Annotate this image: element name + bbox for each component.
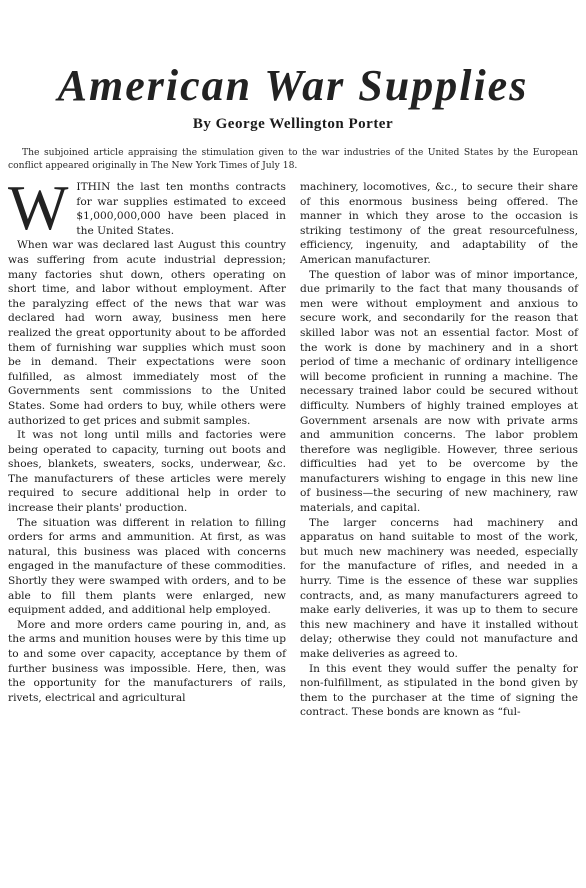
article-intro: The subjoined article appraising the stimulation given to the war industries of the United States by the European conflict appeared originally in The New York Times of July 18. [8,147,578,171]
article-body [8,172,578,880]
paragraph: In this event they would suffer the penalty for non-fulfillment, as stipulated in the bond given by them to the purchaser at the time of signing the contract. These bonds are known as “ful- [300,662,578,719]
article-title: American War Supplies [57,61,529,110]
column-right [300,180,578,880]
paragraph: The larger concerns had machinery and apparatus on hand suitable to most of the work, but much new machinery was needed, especially for the manufacture of rifles, and needed in a hurry. Time is the essence of these war supplies contracts, and, as many manufacturers agreed to make early deliveries, it was up to them to secure this new machinery and have it installed without delay; otherwise they could not manufacture and make deliveries as agreed to. [300,516,578,660]
paragraph: ITHIN the last ten months contracts for war supplies estimated to exceed $1,000,000,000 have been placed in the United States. [76,181,286,237]
paragraph: More and more orders came pouring in, and, as the arms and munition houses were by this time up to and some over capacity, acceptance by them of further business was impossible. Here, then, was the opportunity for the manufacturers of rails, rivets, electrical and agricultural [8,618,286,704]
paragraph: machinery, locomotives, &c., to secure their share of this enormous business being offered. The manner in which they arose to the occasion is striking testimony of the great resourcefulness, efficiency, ingenuity, and adaptability of the American manufacturer. [300,181,578,266]
paragraph: When war was declared last August this country was suffering from acute industrial depression; many factories shut down, others operating on short time, and labor without employment. After the paralyzing effect of the news that war was declared had worn away, business men here realized the great opportunity about to be afforded them of furnishing war supplies which must soon be in demand. Their expectations were soon fulfilled, as almost immediately most of the Governments sent commissions to the United States. Some had orders to buy, while others were authorized to get prices and submit samples. [8,239,286,427]
paragraph: It was not long until mills and factories were being operated to capacity, turning out boots and shoes, blankets, sweaters, socks, underwear, &c. The manufacturers of these articles were merely required to secure additional help in order to increase their plants' production. [8,429,286,515]
article-byline: By George Wellington Porter [192,116,394,132]
drop-cap: W [8,172,69,243]
column-left [8,172,286,880]
paragraph: The situation was different in relation to filling orders for arms and ammunition. At first, as was natural, this business was placed with concerns engaged in the manufacture of these commodities. Shortly they were swamped with orders, and to be able to fill them plants were enlarged, new equipment added, and additional help employed. [8,516,286,617]
paragraph: The question of labor was of minor importance, due primarily to the fact that many thousands of men were without employment and anxious to secure work, and secondarily for the reason that skilled labor was not an essential factor. Most of the work is done by machinery and in a short period of time a mechanic of ordinary intelligence will become proficient in running a machine. The necessary trained labor could be secured without difficulty. Numbers of highly trained employes at Government arsenals are now with private arms and ammunition concerns. The labor problem therefore was negligible. However, three serious difficulties had yet to be overcome by the manufacturers wishing to engage in this new line of business—the securing of new machinery, raw materials, and capital. [300,268,578,515]
